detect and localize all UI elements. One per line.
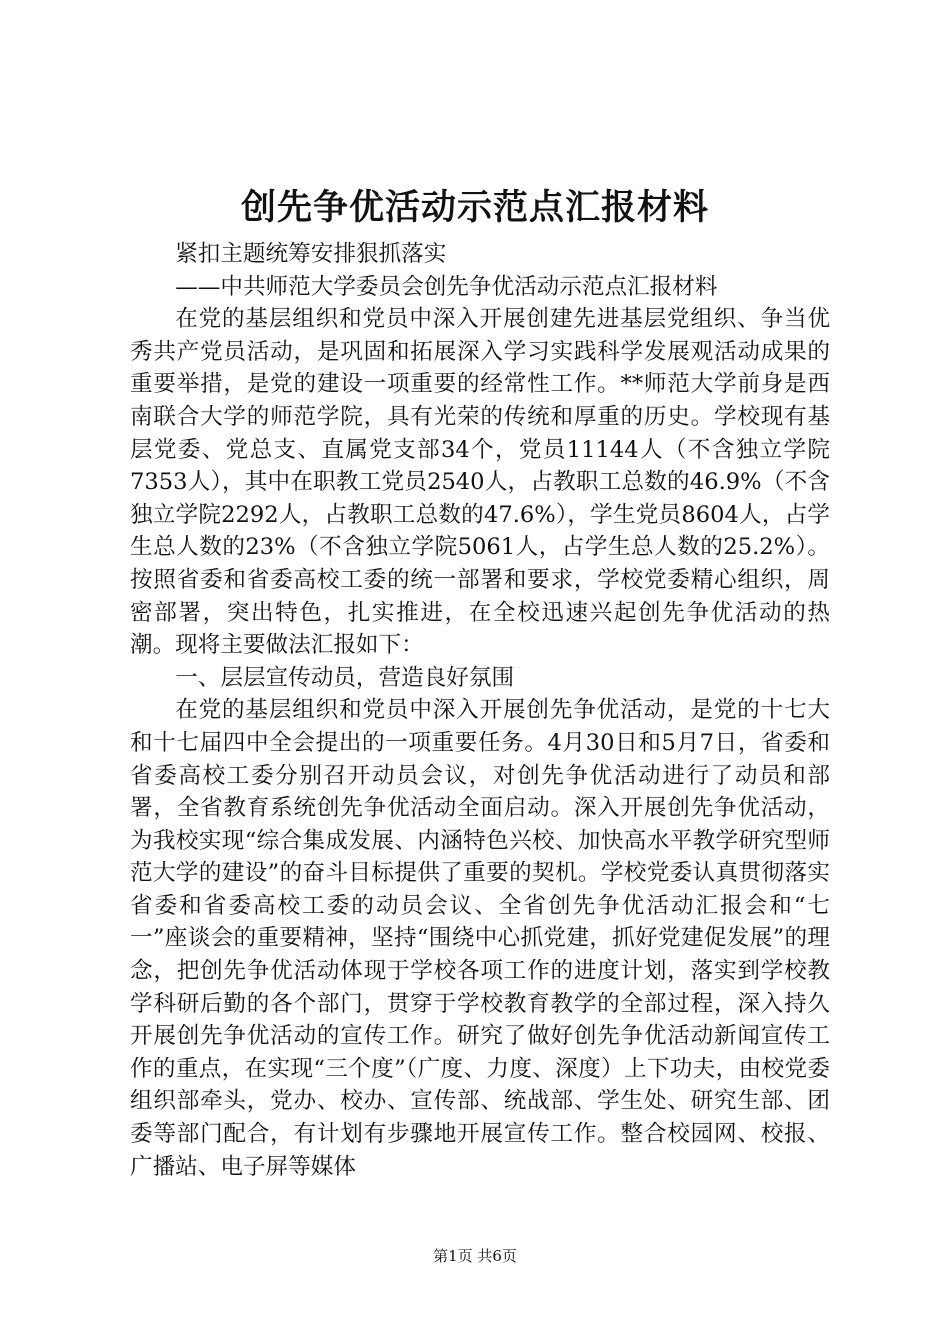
section-heading: 一、层层宣传动员，营造良好氛围 [175, 664, 515, 691]
intro-paragraph: 在党的基层组织和党员中深入开展创建先进基层党组织、争当优秀共产党员活动，是巩固和拓展深入学习实践科学发展观活动成果的重要举措，是党的建设一项重要的经常性工作。**师范大学前身是西南联合大学的师范学院，具有光荣的传统和厚重的历史。学校现有基层党委、党总支、直属党支部34个，党员11144人（不含独立学院7353人），其中在职教工党员2540人，占教职工总数的46.9%（不含独立学院2292人，占教职工总数的47.6%），学生党员8604人，占学生总人数的23%（不含独立学院5061人，占学生总人数的25.2%）。按照省委和省委高校工委的统一部署和要求，学校党委精心组织，周密部署，突出特色，扎实推进，在全校迅速兴起创先争优活动的热潮。现将主要做法汇报如下： [130, 306, 830, 659]
document-title: 创先争优活动示范点汇报材料 [240, 187, 709, 228]
document-body [130, 238, 830, 1183]
subtitle-paragraph: 紧扣主题统筹安排狠抓落实 [175, 241, 447, 267]
page-footer: 第1页 共6页 [433, 1247, 517, 1265]
body-paragraph: 在党的基层组织和党员中深入开展创先争优活动，是党的十七大和十七届四中全会提出的一项重要任务。4月30日和5月7日，省委和省委高校工委分别召开动员会议，对创先争优活动进行了动员和部署，全省教育系统创先争优活动全面启动。深入开展创先争优活动，为我校实现“综合集成发展、内涵特色兴校、加快高水平教学研究型师范大学的建设”的奋斗目标提供了重要的契机。学校党委认真贯彻落实省委和省委高校工委的动员会议、全省创先争优活动汇报会和“七一”座谈会的重要精神，坚持“围绕中心抓党建，抓好党建促发展”的理念，把创先争优活动体现于学校各项工作的进度计划，落实到学校教学科研后勤的各个部门，贯穿于学校教育教学的全部过程，深入持久开展创先争优活动的宣传工作。研究了做好创先争优活动新闻宣传工作的重点，在实现“三个度”（广度、力度、深度）上下功夫，由校党委组织部牵头，党办、校办、宣传部、统战部、学生处、研究生部、团委等部门配合，有计划有步骤地开展宣传工作。整合校园网、校报、广播站、电子屏等媒体 [130, 697, 830, 1180]
subheading-paragraph: ——中共师范大学委员会创先争优活动示范点汇报材料 [175, 273, 718, 300]
